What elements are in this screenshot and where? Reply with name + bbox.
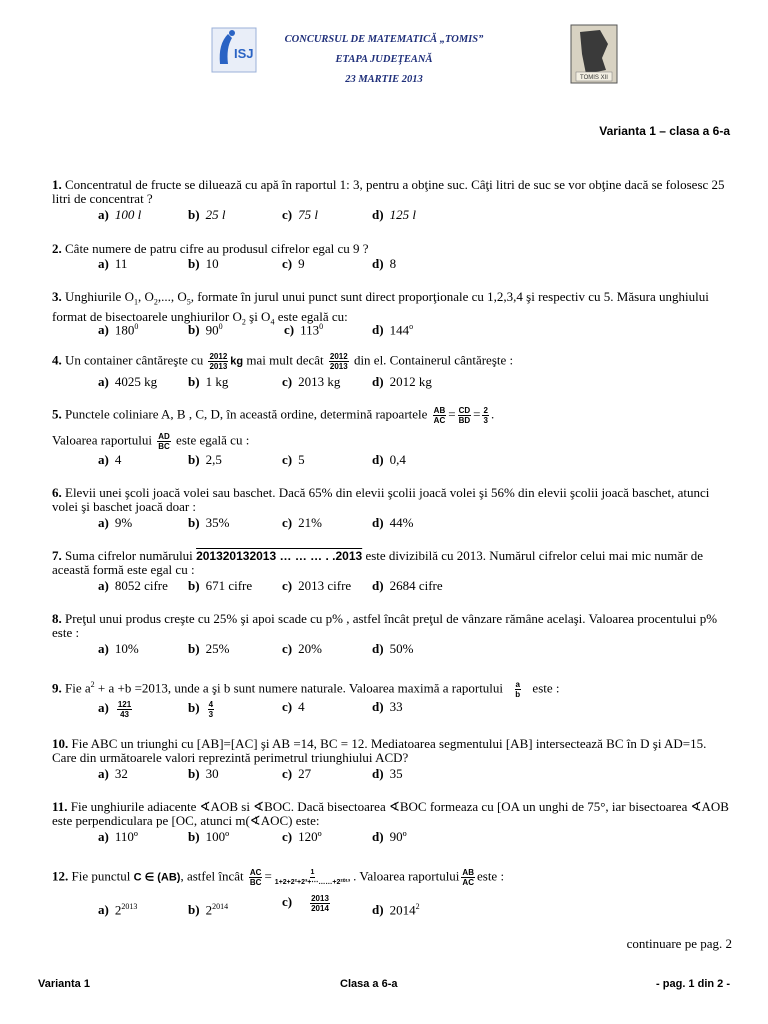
problem-4: 4. Un container cântăreşte cu $\frac{2012}{2013}$ kg mai mult decât $\frac{2012}{2013}$ din el. Containerul cântăreşte : <box>52 352 514 371</box>
problem-5-line2: Valoarea raportului $\frac{AD}{BC}$ este egală cu : <box>52 432 250 451</box>
contest-title: CONCURSUL DE MATEMATICĂ „TOMIS” <box>284 34 484 45</box>
variant-title: Varianta 1 – clasa a 6-a <box>599 124 730 138</box>
answer-d: d) 125 l <box>372 207 416 222</box>
fraction: $\frac{2012}{2013}$ <box>329 352 348 371</box>
logo-text: ISJ <box>234 46 254 61</box>
stage-title: ETAPA JUDEŢEANĂ <box>335 54 433 65</box>
logo-text: TOMIS XII <box>580 75 608 81</box>
tomis-logo <box>570 24 618 84</box>
continuation-note: continuare pe pag. 2 <box>626 936 732 951</box>
fraction: $\frac{2012}{2013}$ <box>209 352 228 371</box>
problem-1 <box>52 178 732 206</box>
problem-2: 2. Câte numere de patru cifre au produsul cifrelor egal cu 9 ? <box>52 241 369 256</box>
contest-date: 23 MARTIE 2013 <box>345 74 423 85</box>
isj-logo <box>210 24 258 76</box>
answer-c: c) 75 l <box>282 207 318 222</box>
problem-number: 1. <box>52 177 62 192</box>
footer-class: Clasa a 6-a <box>340 978 398 990</box>
footer-page: - pag. 1 din 2 - <box>656 978 730 990</box>
problem-text: Concentratul de fructe se diluează cu apă în raportul 1: 3, pentru a obţine suc. Câţi litri de suc se vor obţine dacă se folosesc 25 litri de concentrat ? <box>52 177 725 206</box>
problem-3: 3. Unghiurile $O_1$, $O_2$,..., $O_5$, formate în jurul unui punct sunt direct proporţionale cu 1,2,3,4 şi respectiv cu 5. Măsura unghiului format de bisectoarele unghiurilor $O_2$ şi $O_4$ este egală cu: <box>52 289 709 327</box>
problem-10: 10. Fie ABC un triunghi cu [AB]=[AC] şi AB =14, BC = 12. Mediatoarea segmentului [AB] intersectează BC în D şi AD=15. Care din următoarele valori reprezintă perimetrul triunghiului ACD? <box>52 736 707 765</box>
footer-variant: Varianta 1 <box>38 978 90 990</box>
problem-8: 8. Preţul unui produs creşte cu 25% şi apoi scade cu p% , astfel încât preţul de vânzare rămâne acelaşi. Valoarea procentului p% este : <box>52 611 718 640</box>
answer-a: a) 100 l <box>98 207 142 222</box>
problem-6: 6. Elevii unei şcoli joacă volei sau baschet. Dacă 65% din elevii şcolii joacă volei şi 56% din elevii şcolii joacă baschet, atunci volei şi baschet joacă doar : <box>52 485 710 514</box>
answer-b: b) 25 l <box>188 207 226 222</box>
problem-12: 12. Fie punctul C ∈ (AB), astfel încât $\frac{AC}{BC}$ = $\frac{1}{\text{1+2+2²+2³+⋯……+2²⁰¹³}}$ . Valoarea raportului $\frac{AB}{AC}$ este : <box>52 868 505 887</box>
overlined-number: 201320132013 … … … . .2013 <box>196 549 363 563</box>
problem-9: 9. Fie $a^2 + a +b =2013$, unde a şi b sunt numere naturale. Valoarea maximă a raportului $\frac{a}{b}$ este : <box>52 679 560 699</box>
problem-11: 11. Fie unghiurile adiacente ∢AOB si ∢BOC. Dacă bisectoarea ∢BOC formeaza cu [OA un unghi de 75°, iar bisectoarea ∢AOB este perpendiculara pe [OC, atunci m(∢AOC) este: <box>52 799 729 828</box>
problem-7: 7. Suma cifrelor numărului 201320132013 … … … . .2013 este divizibilă cu 2013. Numărul cifrelor celui mai mic număr de această formă este egal cu : <box>52 548 703 577</box>
problem-5: 5. Punctele coliniare A, B , C, D, în această ordine, determină rapoartele $\frac{AB}{AC}$ = $\frac{CD}{BD}$ = $\frac{2}{3}$ . <box>52 406 495 425</box>
